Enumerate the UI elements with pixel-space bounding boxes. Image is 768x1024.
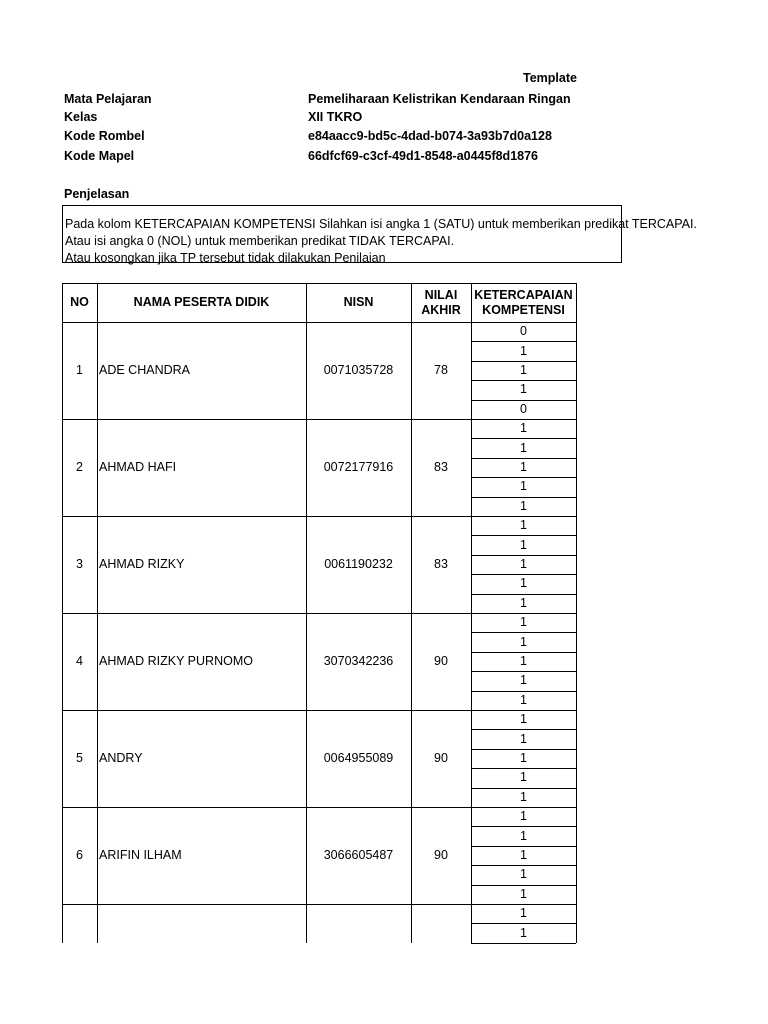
header-nisn[interactable]: NISN xyxy=(343,295,374,309)
ketercapaian-cell[interactable]: 1 xyxy=(520,459,527,474)
ketercapaian-cell[interactable]: 0 xyxy=(520,324,527,339)
ketercapaian-cell[interactable]: 1 xyxy=(520,750,527,765)
table-border xyxy=(471,283,472,943)
ketercapaian-cell[interactable]: 1 xyxy=(520,731,527,746)
row-nama[interactable]: AHMAD HAFI xyxy=(99,460,177,474)
info-label-kode-mapel: Kode Mapel xyxy=(64,149,135,163)
info-value-kelas: XII TKRO xyxy=(308,110,363,124)
info-value-kode-mapel: 66dfcf69-c3cf-49d1-8548-a0445f8d1876 xyxy=(308,149,539,163)
row-nisn[interactable]: 0071035728 xyxy=(323,363,394,377)
row-nisn[interactable]: 3070342236 xyxy=(323,654,394,668)
header-nama[interactable]: NAMA PESERTA DIDIK xyxy=(133,295,270,309)
row-no[interactable]: 6 xyxy=(76,848,83,862)
ketercapaian-cell[interactable]: 1 xyxy=(520,362,527,377)
info-label-kode-rombel: Kode Rombel xyxy=(64,129,145,143)
row-nisn[interactable]: 3066605487 xyxy=(323,848,394,862)
ketercapaian-cell[interactable]: 1 xyxy=(520,886,527,901)
row-nilai-akhir[interactable]: 83 xyxy=(434,557,448,571)
table-border xyxy=(471,943,576,944)
ketercapaian-cell[interactable]: 0 xyxy=(520,401,527,416)
row-no[interactable]: 2 xyxy=(76,460,83,474)
table-border xyxy=(411,283,412,943)
row-nisn[interactable]: 0061190232 xyxy=(324,557,393,571)
penjelasan-box xyxy=(62,205,697,265)
ketercapaian-cell[interactable]: 1 xyxy=(520,518,527,533)
ketercapaian-cell[interactable]: 1 xyxy=(520,479,527,494)
info-label-mata-pelajaran: Mata Pelajaran xyxy=(64,92,152,106)
ketercapaian-cell[interactable]: 1 xyxy=(520,789,527,804)
table-border xyxy=(576,283,577,943)
ketercapaian-cell[interactable]: 1 xyxy=(520,653,527,668)
ketercapaian-cell[interactable]: 1 xyxy=(520,440,527,455)
penjelasan-line: Atau isi angka 0 (NOL) untuk memberikan predikat TIDAK TERCAPAI. xyxy=(65,234,455,248)
ketercapaian-cell[interactable]: 1 xyxy=(520,770,527,785)
row-nilai-akhir[interactable]: 83 xyxy=(434,460,448,474)
info-label-kelas: Kelas xyxy=(64,110,98,124)
ketercapaian-cell[interactable]: 1 xyxy=(520,595,527,610)
row-no[interactable]: 4 xyxy=(76,654,83,668)
ketercapaian-cell[interactable]: 1 xyxy=(520,925,527,940)
ketercapaian-cell[interactable]: 1 xyxy=(520,673,527,688)
table-border xyxy=(306,283,307,943)
row-nama[interactable]: AHMAD RIZKY PURNOMO xyxy=(99,654,253,668)
row-nisn[interactable]: 0064955089 xyxy=(323,751,394,765)
ketercapaian-cell[interactable]: 1 xyxy=(520,615,527,630)
penjelasan-line: Pada kolom KETERCAPAIAN KOMPETENSI Silahkan isi angka 1 (SATU) untuk memberikan predikat TERCAPAI. xyxy=(65,217,697,231)
header-ketercapaian[interactable]: KETERCAPAIAN KOMPETENSI xyxy=(474,287,573,317)
info-value-kode-rombel: e84aacc9-bd5c-4dad-b074-3a93b7d0a128 xyxy=(308,129,552,143)
ketercapaian-cell[interactable]: 1 xyxy=(520,537,527,552)
row-nilai-akhir[interactable]: 90 xyxy=(434,751,448,765)
row-nama[interactable]: AHMAD RIZKY xyxy=(99,557,185,571)
ketercapaian-cell[interactable]: 1 xyxy=(520,712,527,727)
row-nisn[interactable]: 0072177916 xyxy=(323,460,394,474)
header-no[interactable]: NO xyxy=(70,295,89,309)
ketercapaian-cell[interactable]: 1 xyxy=(520,343,527,358)
row-nama[interactable]: ANDRY xyxy=(99,751,143,765)
ketercapaian-cell[interactable]: 1 xyxy=(520,809,527,824)
ketercapaian-cell[interactable]: 1 xyxy=(520,576,527,591)
document-title: Template xyxy=(523,71,577,85)
row-no[interactable]: 1 xyxy=(76,363,83,377)
row-nilai-akhir[interactable]: 90 xyxy=(434,654,448,668)
row-nama[interactable]: ADE CHANDRA xyxy=(99,363,190,377)
table-border xyxy=(97,283,98,943)
row-no[interactable]: 3 xyxy=(76,557,83,571)
info-value-mata-pelajaran: Pemeliharaan Kelistrikan Kendaraan Ringan xyxy=(308,92,571,106)
ketercapaian-cell[interactable]: 1 xyxy=(520,867,527,882)
row-nama[interactable] xyxy=(97,904,306,943)
penjelasan-line: Atau kosongkan jika TP tersebut tidak dilakukan Penilaian xyxy=(65,251,386,265)
penjelasan-heading: Penjelasan xyxy=(64,187,130,201)
ketercapaian-cell[interactable]: 1 xyxy=(520,382,527,397)
ketercapaian-cell[interactable]: 1 xyxy=(520,906,527,921)
ketercapaian-cell[interactable]: 1 xyxy=(520,692,527,707)
ketercapaian-cell[interactable]: 1 xyxy=(520,634,527,649)
ketercapaian-cell[interactable]: 1 xyxy=(520,828,527,843)
row-nilai-akhir[interactable] xyxy=(411,904,471,943)
row-nama[interactable]: ARIFIN ILHAM xyxy=(99,848,182,862)
header-nilai-akhir[interactable]: NILAI AKHIR xyxy=(421,287,461,317)
row-no[interactable]: 5 xyxy=(76,751,83,765)
row-nisn[interactable] xyxy=(306,904,411,943)
table-border xyxy=(62,283,63,943)
ketercapaian-cell[interactable]: 1 xyxy=(520,498,527,513)
ketercapaian-cell[interactable]: 1 xyxy=(520,421,527,436)
row-nilai-akhir[interactable]: 90 xyxy=(434,848,448,862)
row-nilai-akhir[interactable]: 78 xyxy=(434,363,448,377)
ketercapaian-cell[interactable]: 1 xyxy=(520,847,527,862)
ketercapaian-cell[interactable]: 1 xyxy=(520,556,527,571)
row-no[interactable] xyxy=(62,904,97,943)
